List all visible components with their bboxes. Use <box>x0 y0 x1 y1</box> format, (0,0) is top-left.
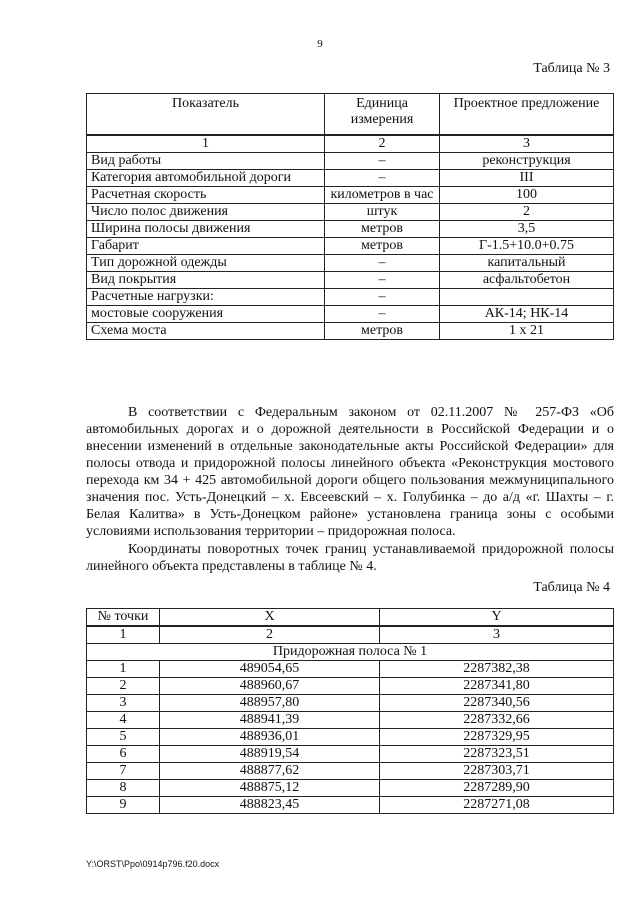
indicator-cell: Ширина полосы движения <box>87 221 325 238</box>
table-row <box>87 678 614 695</box>
value-cell: 1 х 21 <box>440 323 614 340</box>
column-number: 1 <box>87 135 325 153</box>
table-row <box>87 746 614 763</box>
point-number-cell: 8 <box>87 780 160 797</box>
x-coordinate-cell: 488941,39 <box>160 712 380 729</box>
table-row <box>87 797 614 814</box>
unit-cell: километров в час <box>325 187 440 204</box>
value-cell: асфальтобетон <box>440 272 614 289</box>
table-row <box>87 272 614 289</box>
paragraph-law-reference: В соответствии с Федеральным законом от 02.11.2007 № 257-ФЗ «Об автомобильных дорогах и о дорожной деятельности в Российской Федерации и о внесении изменений в отдельные законодательные акты Российской Федерации» для полосы отвода и придорожной полосы линейного объекта «Реконструкция мостового перехода км 34 + 425 автомобильной дороги общего пользования межмуниципального значения пос. Усть-Донецкий – х. Евсеевский – х. Голубинка – до а/д «г. Шахты – г. Белая Калитва» в Усть-Донецком районе» установлена граница зоны с особыми условиями использования территории – придорожная полоса. <box>86 405 614 539</box>
indicator-cell: Расчетные нагрузки: <box>87 289 325 306</box>
unit-cell: – <box>325 153 440 170</box>
unit-cell: метров <box>325 221 440 238</box>
value-cell: Г-1.5+10.0+0.75 <box>440 238 614 255</box>
value-cell <box>440 289 614 306</box>
table-row <box>87 255 614 272</box>
table-row <box>87 323 614 340</box>
x-coordinate-cell: 488960,67 <box>160 678 380 695</box>
indicator-cell: Расчетная скорость <box>87 187 325 204</box>
x-coordinate-cell: 488957,80 <box>160 695 380 712</box>
y-coordinate-cell: 2287323,51 <box>380 746 614 763</box>
unit-cell: штук <box>325 204 440 221</box>
header-proposal: Проектное предложение <box>440 94 614 136</box>
section-title: Придорожная полоса № 1 <box>87 644 614 661</box>
table-row <box>87 712 614 729</box>
header-point-number: № точки <box>87 609 160 627</box>
table-row <box>87 153 614 170</box>
column-number: 3 <box>440 135 614 153</box>
x-coordinate-cell: 488877,62 <box>160 763 380 780</box>
unit-cell: метров <box>325 323 440 340</box>
table-row <box>87 204 614 221</box>
y-coordinate-cell: 2287289,90 <box>380 780 614 797</box>
column-number: 2 <box>325 135 440 153</box>
y-coordinate-cell: 2287332,66 <box>380 712 614 729</box>
value-cell: АК-14; НК-14 <box>440 306 614 323</box>
table-row <box>87 289 614 306</box>
y-coordinate-cell: 2287382,38 <box>380 661 614 678</box>
indicator-cell: Вид работы <box>87 153 325 170</box>
table-row <box>87 763 614 780</box>
indicator-cell: Число полос движения <box>87 204 325 221</box>
section-row <box>87 644 614 661</box>
file-path-footer: Y:\ORST\Ppo\0914p796.f20.docx <box>86 859 220 869</box>
table4-caption: Таблица № 4 <box>533 580 610 595</box>
column-number: 1 <box>87 626 160 644</box>
header-y: Y <box>380 609 614 627</box>
header-x: X <box>160 609 380 627</box>
indicator-cell: Категория автомобильной дороги <box>87 170 325 187</box>
x-coordinate-cell: 488919,54 <box>160 746 380 763</box>
point-number-cell: 5 <box>87 729 160 746</box>
table-row <box>87 170 614 187</box>
y-coordinate-cell: 2287271,08 <box>380 797 614 814</box>
x-coordinate-cell: 489054,65 <box>160 661 380 678</box>
road-parameters-table <box>86 93 614 340</box>
table-row <box>87 661 614 678</box>
unit-cell: – <box>325 306 440 323</box>
table-row <box>87 306 614 323</box>
point-number-cell: 9 <box>87 797 160 814</box>
table-row <box>87 695 614 712</box>
table-row <box>87 780 614 797</box>
unit-cell: – <box>325 170 440 187</box>
point-number-cell: 3 <box>87 695 160 712</box>
unit-cell: – <box>325 272 440 289</box>
unit-cell: – <box>325 289 440 306</box>
point-number-cell: 1 <box>87 661 160 678</box>
column-number: 3 <box>380 626 614 644</box>
y-coordinate-cell: 2287340,56 <box>380 695 614 712</box>
point-number-cell: 6 <box>87 746 160 763</box>
point-number-cell: 7 <box>87 763 160 780</box>
table-row <box>87 221 614 238</box>
indicator-cell: Габарит <box>87 238 325 255</box>
header-unit: Единица измерения <box>325 94 440 136</box>
page-number: 9 <box>317 38 323 50</box>
coordinates-table <box>86 608 614 814</box>
point-number-cell: 2 <box>87 678 160 695</box>
indicator-cell: Тип дорожной одежды <box>87 255 325 272</box>
table-row <box>87 729 614 746</box>
table-row <box>87 187 614 204</box>
value-cell: III <box>440 170 614 187</box>
indicator-cell: мостовые сооружения <box>87 306 325 323</box>
paragraph-coordinates-intro: Координаты поворотных точек границ устанавливаемой придорожной полосы линейного объекта представлены в таблице № 4. <box>86 542 614 574</box>
unit-cell: метров <box>325 238 440 255</box>
table-header-row <box>87 94 614 136</box>
value-cell: реконструкция <box>440 153 614 170</box>
value-cell: 3,5 <box>440 221 614 238</box>
point-number-cell: 4 <box>87 712 160 729</box>
x-coordinate-cell: 488936,01 <box>160 729 380 746</box>
y-coordinate-cell: 2287303,71 <box>380 763 614 780</box>
indicator-cell: Схема моста <box>87 323 325 340</box>
x-coordinate-cell: 488875,12 <box>160 780 380 797</box>
x-coordinate-cell: 488823,45 <box>160 797 380 814</box>
table-header-row <box>87 609 614 627</box>
value-cell: 2 <box>440 204 614 221</box>
header-indicator: Показатель <box>87 94 325 136</box>
column-number: 2 <box>160 626 380 644</box>
column-number-row <box>87 626 614 644</box>
unit-cell: – <box>325 255 440 272</box>
table-row <box>87 238 614 255</box>
table3-caption: Таблица № 3 <box>533 61 610 76</box>
y-coordinate-cell: 2287341,80 <box>380 678 614 695</box>
value-cell: капитальный <box>440 255 614 272</box>
value-cell: 100 <box>440 187 614 204</box>
y-coordinate-cell: 2287329,95 <box>380 729 614 746</box>
indicator-cell: Вид покрытия <box>87 272 325 289</box>
column-number-row <box>87 135 614 153</box>
